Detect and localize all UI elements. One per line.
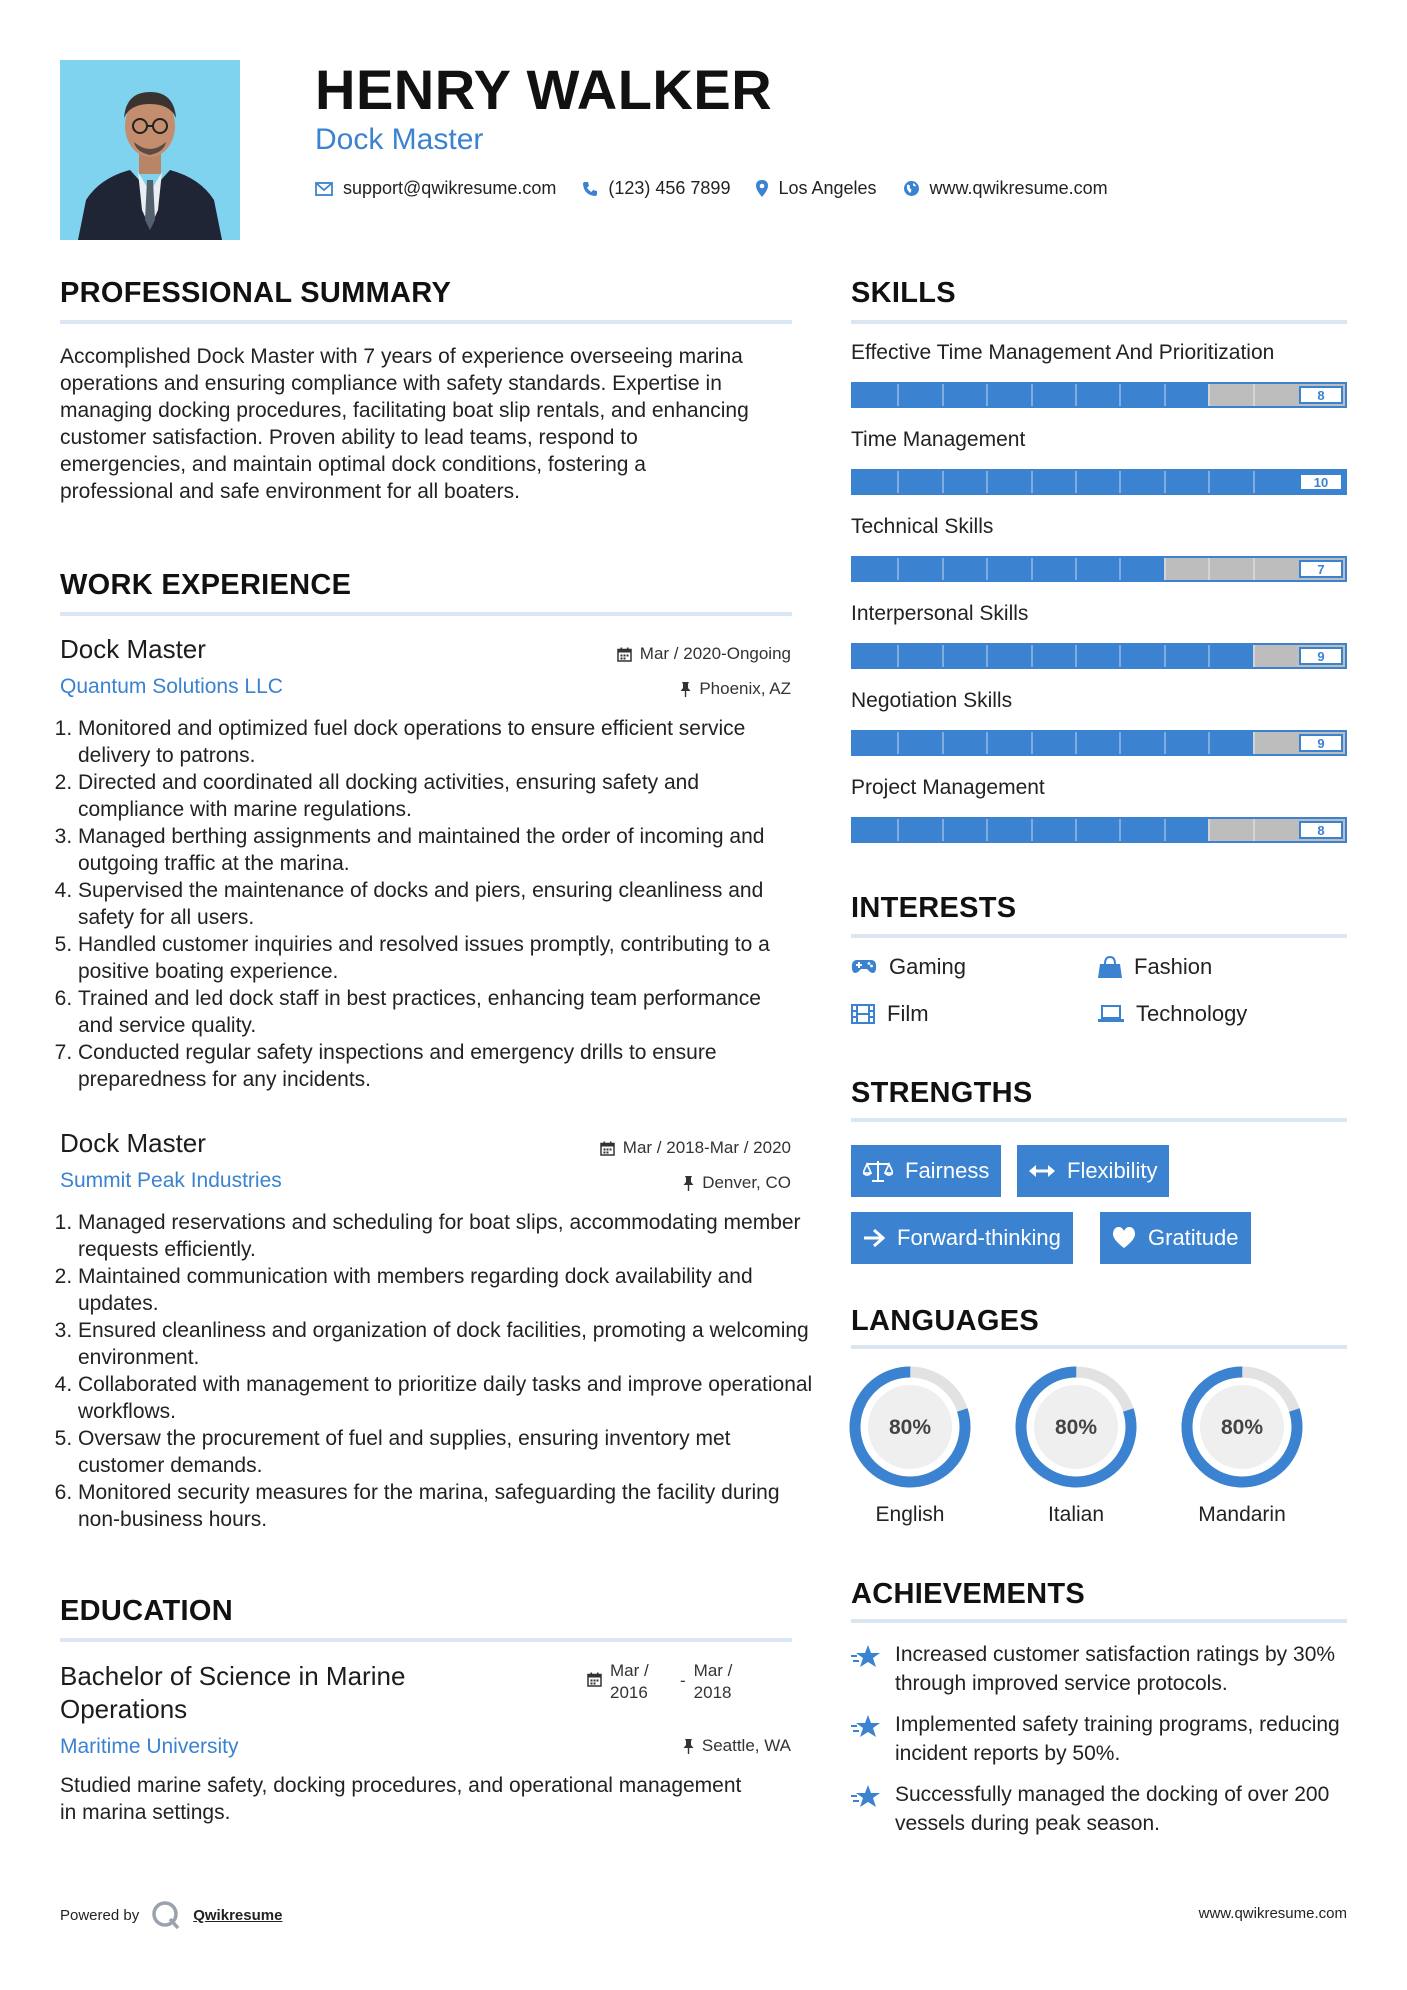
strengths-divider [851,1118,1347,1122]
contact-location-text: Los Angeles [778,178,877,198]
skill-bar-segment [1164,645,1166,667]
calendar-icon [600,1141,615,1156]
strength-label: Gratitude [1148,1225,1239,1250]
candidate-title: Dock Master [315,123,484,156]
achievement-item [851,1710,1351,1768]
company-name: Summit Peak Industries [60,1169,282,1192]
strength-label: Fairness [905,1158,990,1183]
job-location-text: Denver, CO [702,1173,791,1192]
company-name: Quantum Solutions LLC [60,675,283,698]
arrows-horizontal-icon [1029,1164,1055,1178]
strength-forward-thinking [851,1212,1073,1264]
language-name: Italian [1047,1503,1105,1526]
responsibility-item: 5. Oversaw the procurement of fuel and supplies, ensuring inventory met customer demands. [78,1425,814,1479]
skills-heading: SKILLS [851,277,956,309]
job-location [683,1172,791,1194]
strengths-heading: STRENGTHS [851,1077,1033,1109]
skill-bar-segment [986,732,988,754]
summary-divider [60,320,792,324]
skill-bar-segment [1208,645,1210,667]
skill-bar-segment [1075,471,1077,493]
responsibility-item: 3. Ensured cleanliness and organization of dock facilities, promoting a welcoming environment. [78,1317,814,1371]
language-item [1011,1362,1141,1527]
responsibility-item: 6. Trained and led dock staff in best practices, enhancing team performance and service quality. [78,985,796,1039]
interest-label: Gaming [889,954,967,979]
skill-bar-segment [1119,558,1121,580]
skill-bar-segment [1164,471,1166,493]
skill-bar-segment [1164,558,1166,580]
responsibility-item: 1. Monitored and optimized fuel dock operations to ensure efficient service delivery to patrons. [78,715,796,769]
strength-label: Flexibility [1067,1158,1158,1183]
interest-label: Fashion [1134,954,1213,979]
skill-score: 8 [1299,821,1343,839]
film-icon [851,1004,875,1024]
language-percent: 80% [1054,1416,1098,1439]
skill-bar-segment [942,384,944,406]
balance-scale-icon [863,1159,893,1183]
interests-divider [851,934,1347,938]
interest-gaming [851,954,966,980]
strength-fairness [851,1145,1001,1197]
skill-bar-segment [1253,645,1255,667]
language-item [1177,1362,1307,1527]
skill-bar-segment [1253,732,1255,754]
skill-score: 9 [1299,647,1343,665]
skill-bar-segment [1075,819,1077,841]
skill-bar-segment [986,384,988,406]
interest-fashion [1098,954,1212,980]
powered-by-label: Powered by [60,1906,140,1924]
star-trophy-icon [851,1714,881,1740]
skill-bar-segment [1031,471,1033,493]
skill-bar-segment [1208,471,1210,493]
skill-bar-segment [1253,471,1255,493]
achievement-text: Increased customer satisfaction ratings by 30% through improved service protocols. [895,1643,1336,1695]
skill-score: 8 [1299,386,1343,404]
skill-bar-segment [1075,732,1077,754]
skill-bar-segment [1031,645,1033,667]
skill-bar-segment [1208,819,1210,841]
skill-bar-segment [1119,732,1121,754]
skill-bar-fill [853,732,1253,754]
skill-bar-segment [897,384,899,406]
job-dates [617,643,791,665]
responsibility-item: 2. Maintained communication with members regarding dock availability and updates. [78,1263,814,1317]
interest-label: Film [887,1001,929,1026]
language-ring [1177,1362,1307,1492]
responsibility-item: 7. Conducted regular safety inspections and emergency drills to ensure preparedness for any incidents. [78,1039,796,1093]
star-trophy-icon [851,1784,881,1810]
skill-bar-fill [853,471,1345,493]
responsibility-item: 1. Managed reservations and scheduling for boat slips, accommodating member requests efficiently. [78,1209,814,1263]
job-responsibilities [60,715,796,1093]
achievements-heading: ACHIEVEMENTS [851,1578,1086,1610]
skill-bar-segment [897,471,899,493]
map-marker-icon [756,180,768,197]
interest-film [851,1001,929,1027]
education-location [683,1735,791,1757]
skill-bar-segment [1208,558,1210,580]
achievement-item [851,1640,1351,1698]
skill-bar-segment [1075,384,1077,406]
phone-icon [582,181,598,197]
degree-name: Bachelor of Science in Marine Operations [60,1661,406,1724]
education-description: Studied marine safety, docking procedures, and operational management in marina settings. [60,1774,742,1824]
skill-bar-segment [1075,558,1077,580]
skill-bar-segment [1119,645,1121,667]
job-dates-text: Mar / 2018-Mar / 2020 [622,1138,791,1157]
language-name: Mandarin [1198,1503,1286,1526]
skill-bar-segment [986,471,988,493]
skill-bar-segment [1031,819,1033,841]
skill-bar-fill [853,645,1253,667]
skill-bar-segment [897,558,899,580]
achievement-text: Successfully managed the docking of over 200 vessels during peak season. [895,1783,1330,1835]
skill-name: Negotiation Skills [851,689,1013,712]
envelope-icon [315,182,333,196]
interests-heading: INTERESTS [851,892,1017,924]
experience-heading: WORK EXPERIENCE [60,569,352,601]
skill-bar [851,817,1347,843]
heart-icon [1112,1227,1136,1249]
contact-email[interactable] [315,178,556,199]
responsibility-item: 6. Monitored security measures for the marina, safeguarding the facility during non-business hours. [78,1479,814,1533]
languages-heading: LANGUAGES [851,1305,1039,1337]
profile-photo [60,60,240,240]
summary-text: Accomplished Dock Master with 7 years of experience overseeing marina operations and ensuring compliance with safety standards. Expertise in managing docking procedures, facilitating boat slip rentals, and enhancing customer satisfaction. Proven ability to lead teams, respond to emergencies, and maintain optimal dock conditions, fostering a professional and safe environment for all boaters. [60,345,749,503]
responsibility-item: 4. Collaborated with management to prioritize daily tasks and improve operational workflows. [78,1371,814,1425]
shopping-bag-icon [1098,956,1122,978]
language-percent: 80% [888,1416,932,1439]
skill-bar-segment [1031,558,1033,580]
responsibility-item: 3. Managed berthing assignments and maintained the order of incoming and outgoing traffic at the marina. [78,823,796,877]
footer-website[interactable]: www.qwikresume.com [1198,1905,1347,1922]
gamepad-icon [851,959,877,975]
contact-website[interactable] [903,178,1108,199]
skill-bar-segment [1253,384,1255,406]
footer-powered-by [60,1900,282,1930]
achievement-item [851,1780,1351,1838]
skill-bar-segment [1031,732,1033,754]
job-dates [600,1137,791,1159]
education-divider [60,1638,792,1642]
interest-technology [1098,1001,1247,1027]
candidate-name: HENRY WALKER [315,58,773,121]
contact-bar [315,178,1124,199]
skill-name: Effective Time Management And Prioritization [851,341,1275,364]
contact-location [756,178,876,199]
star-trophy-icon [851,1644,881,1670]
skill-bar-segment [942,558,944,580]
education-dates [587,1660,746,1704]
education-start-date: Mar / 2016 [610,1661,649,1702]
strength-label: Forward-thinking [897,1225,1061,1250]
calendar-icon [587,1672,602,1687]
skill-bar-segment [986,558,988,580]
skill-bar-segment [897,732,899,754]
responsibility-item: 5. Handled customer inquiries and resolved issues promptly, contributing to a positive boating experience. [78,931,796,985]
interest-label: Technology [1136,1001,1248,1026]
language-item [845,1362,975,1527]
skill-name: Time Management [851,428,1026,451]
skill-bar-segment [942,471,944,493]
skill-bar-segment [1119,384,1121,406]
skill-bar-segment [1119,471,1121,493]
skill-bar-fill [853,558,1164,580]
strength-flexibility [1017,1145,1169,1197]
laptop-icon [1098,1005,1124,1023]
experience-divider [60,612,792,616]
skill-bar-segment [1253,558,1255,580]
job-dates-text: Mar / 2020-Ongoing [639,644,791,663]
skill-bar-segment [1253,819,1255,841]
skill-bar [851,469,1347,495]
skill-bar [851,730,1347,756]
skill-bar [851,382,1347,408]
language-ring [1011,1362,1141,1492]
language-name: English [875,1503,945,1526]
skill-bar-segment [1075,645,1077,667]
job-location [680,678,791,700]
contact-email-text: support@qwikresume.com [343,178,557,198]
languages-divider [851,1345,1347,1349]
skill-score: 9 [1299,734,1343,752]
pushpin-icon [680,682,691,697]
education-location-text: Seattle, WA [701,1736,791,1755]
skills-divider [851,320,1347,324]
education-heading: EDUCATION [60,1595,233,1627]
contact-website-text: www.qwikresume.com [929,178,1108,198]
skill-bar-segment [897,819,899,841]
skill-bar-segment [1164,819,1166,841]
achievements-divider [851,1619,1347,1623]
skill-bar-segment [986,819,988,841]
school-name: Maritime University [60,1735,239,1758]
globe-icon [903,180,920,197]
skill-name: Project Management [851,776,1045,799]
calendar-icon [617,647,632,662]
skill-bar-segment [1208,384,1210,406]
arrow-right-icon [863,1228,885,1248]
responsibility-item: 2. Directed and coordinated all docking activities, ensuring safety and compliance with marine regulations. [78,769,796,823]
skill-bar-segment [897,645,899,667]
strength-gratitude [1100,1212,1251,1264]
contact-phone-text: (123) 456 7899 [608,178,731,198]
date-separator: - [680,1671,686,1690]
responsibility-item: 4. Supervised the maintenance of docks and piers, ensuring cleanliness and safety for all users. [78,877,796,931]
job-title: Dock Master [60,1128,206,1158]
person-portrait-icon [60,60,240,240]
job-responsibilities [60,1209,814,1533]
skill-bar-segment [1031,384,1033,406]
summary-heading: PROFESSIONAL SUMMARY [60,277,452,309]
skill-bar-segment [942,819,944,841]
skill-score: 10 [1299,473,1343,491]
language-ring [845,1362,975,1492]
contact-phone[interactable] [582,178,730,199]
skill-name: Technical Skills [851,515,994,538]
skill-name: Interpersonal Skills [851,602,1029,625]
job-title: Dock Master [60,634,206,664]
skill-bar [851,643,1347,669]
skill-bar-segment [942,645,944,667]
achievement-text: Implemented safety training programs, reducing incident reports by 50%. [895,1713,1340,1765]
skill-score: 7 [1299,560,1343,578]
brand-link[interactable]: Qwikresume [193,1906,283,1924]
language-percent: 80% [1220,1416,1264,1439]
qwikresume-logo-icon [151,1900,181,1930]
skill-bar-segment [942,732,944,754]
skill-bar-segment [1164,384,1166,406]
skill-bar [851,556,1347,582]
pushpin-icon [683,1176,694,1191]
job-location-text: Phoenix, AZ [699,679,791,698]
skill-bar-segment [1208,732,1210,754]
skill-bar-segment [986,645,988,667]
education-end-date: Mar / 2018 [693,1661,733,1702]
pushpin-icon [683,1739,694,1754]
skill-bar-segment [1119,819,1121,841]
skill-bar-segment [1164,732,1166,754]
